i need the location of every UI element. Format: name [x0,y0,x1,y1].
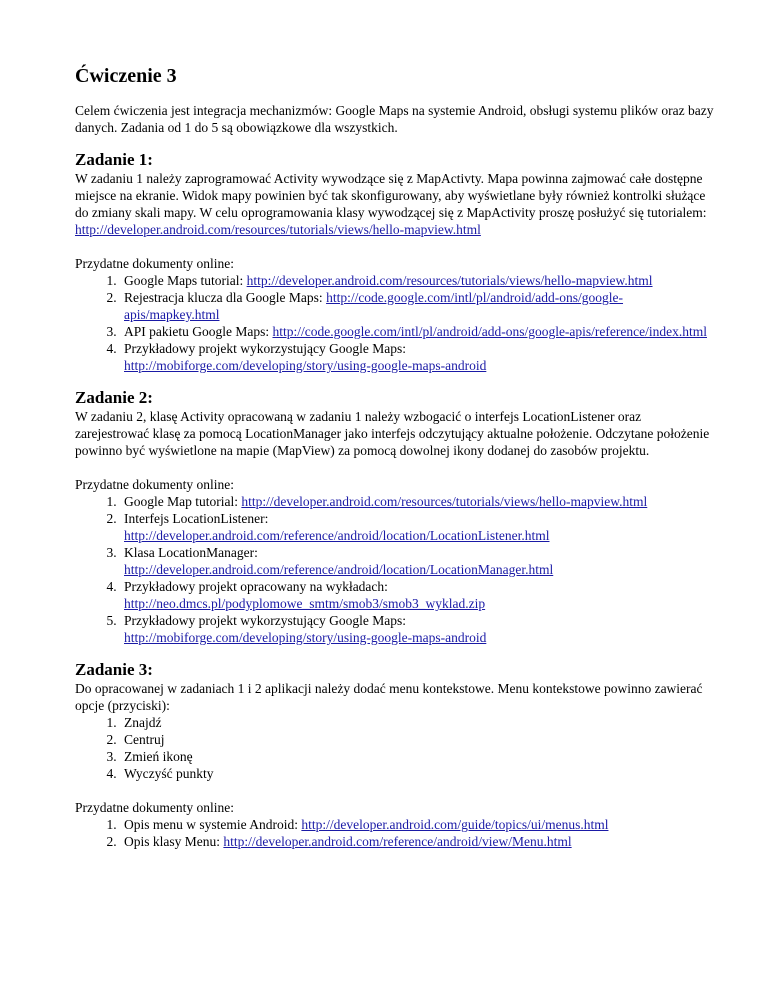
doc-label: Opis klasy Menu: [124,834,224,849]
list-item [120,272,715,289]
list-item [120,510,715,544]
doc-link[interactable]: http://developer.android.com/resources/tutorials/views/hello-mapview.html [241,494,648,509]
doc-link[interactable]: http://developer.android.com/reference/android/view/Menu.html [223,834,572,849]
task3-docs-label: Przydatne dokumenty online: [75,800,234,815]
task3-options-list [75,714,715,782]
task3-body: Do opracowanej w zadaniach 1 i 2 aplikacji należy dodać menu kontekstowe. Menu kontekstowe powinno zawierać opcje (przyciski): [75,681,703,713]
doc-label: Google Map tutorial: [124,494,242,509]
list-item [120,833,715,850]
list-item [120,578,715,612]
task1-body-text: W zadaniu 1 należy zaprogramować Activity wywodzące się z MapActivty. Mapa powinna zajmować całe dostępne miejsce na ekranie. Widok mapy powinien być tak skonfigurowany, aby wyświetlane były również kontrolki służące do zmiany skali mapy. W celu oprogramowania klasy wywodzącej się z MapActivity proszę posłużyć się tutorialem: [75,171,707,220]
document-title: Ćwiczenie 3 [75,65,177,87]
task3-heading: Zadanie 3: [75,660,153,679]
doc-label: Klasa LocationManager: [124,545,258,560]
doc-label: Przykładowy projekt opracowany na wykładach: [124,579,388,594]
doc-link[interactable]: http://developer.android.com/guide/topics/ui/menus.html [301,817,609,832]
doc-label: Opis menu w systemie Android: [124,817,302,832]
list-item [120,612,715,646]
list-item [120,493,715,510]
doc-label: Rejestracja klucza dla Google Maps: [124,290,327,305]
doc-label: API pakietu Google Maps: [124,324,273,339]
doc-label: Interfejs LocationListener: [124,511,269,526]
doc-label: Google Maps tutorial: [124,273,247,288]
doc-link[interactable]: http://code.google.com/intl/pl/android/add-ons/google-apis/reference/index.html [272,324,707,339]
task3-docs-list [75,816,715,850]
doc-link[interactable]: http://code.google.com/intl/pl/android/add-ons/google-apis/mapkey.html [124,290,624,322]
doc-link[interactable]: http://developer.android.com/reference/android/location/LocationListener.html [124,528,550,543]
task1-body [75,170,715,238]
task1-heading: Zadanie 1: [75,150,153,169]
list-item [120,323,715,340]
list-item: 3. Zmień ikonę [120,748,715,765]
list-item: 1. Znajdź [120,714,715,731]
list-item: 2. Centruj [120,731,715,748]
task2-docs-label: Przydatne dokumenty online: [75,477,234,492]
intro-paragraph: Celem ćwiczenia jest integracja mechanizmów: Google Maps na systemie Android, obsługi systemu plików oraz bazy danych. Zadania od 1 do 5 są obowiązkowe dla wszystkich. [75,103,714,135]
task2-body: W zadaniu 2, klasę Activity opracowaną w zadaniu 1 należy wzbogacić o interfejs LocationListener oraz zarejestrować klasę za pomocą LocationManager jako interfejs odczytujący aktualne położenie. Odczytane położenie powinno być wyświetlone na mapie (MapView) za pomocą dowolnej ikony dodanej do zasobów projektu. [75,409,710,458]
task1-docs-list [75,272,715,374]
doc-link[interactable]: http://mobiforge.com/developing/story/using-google-maps-android [124,358,487,373]
doc-link[interactable]: http://developer.android.com/reference/android/location/LocationManager.html [124,562,554,577]
document-page [75,64,715,850]
doc-link[interactable]: http://developer.android.com/resources/tutorials/views/hello-mapview.html [246,273,653,288]
list-item [120,816,715,833]
task2-heading: Zadanie 2: [75,388,153,407]
task2-docs-list [75,493,715,646]
doc-link[interactable]: http://mobiforge.com/developing/story/using-google-maps-android [124,630,487,645]
list-item [120,544,715,578]
task1-tutorial-link[interactable]: http://developer.android.com/resources/tutorials/views/hello-mapview.html [75,222,481,237]
doc-label: Przykładowy projekt wykorzystujący Google Maps: [124,613,406,628]
list-item [120,289,715,323]
list-item [120,340,715,374]
doc-label: Przykładowy projekt wykorzystujący Google Maps: [124,341,406,356]
list-item: 4. Wyczyść punkty [120,765,715,782]
doc-link[interactable]: http://neo.dmcs.pl/podyplomowe_smtm/smob3/smob3_wyklad.zip [124,596,486,611]
task1-docs-label: Przydatne dokumenty online: [75,256,234,271]
